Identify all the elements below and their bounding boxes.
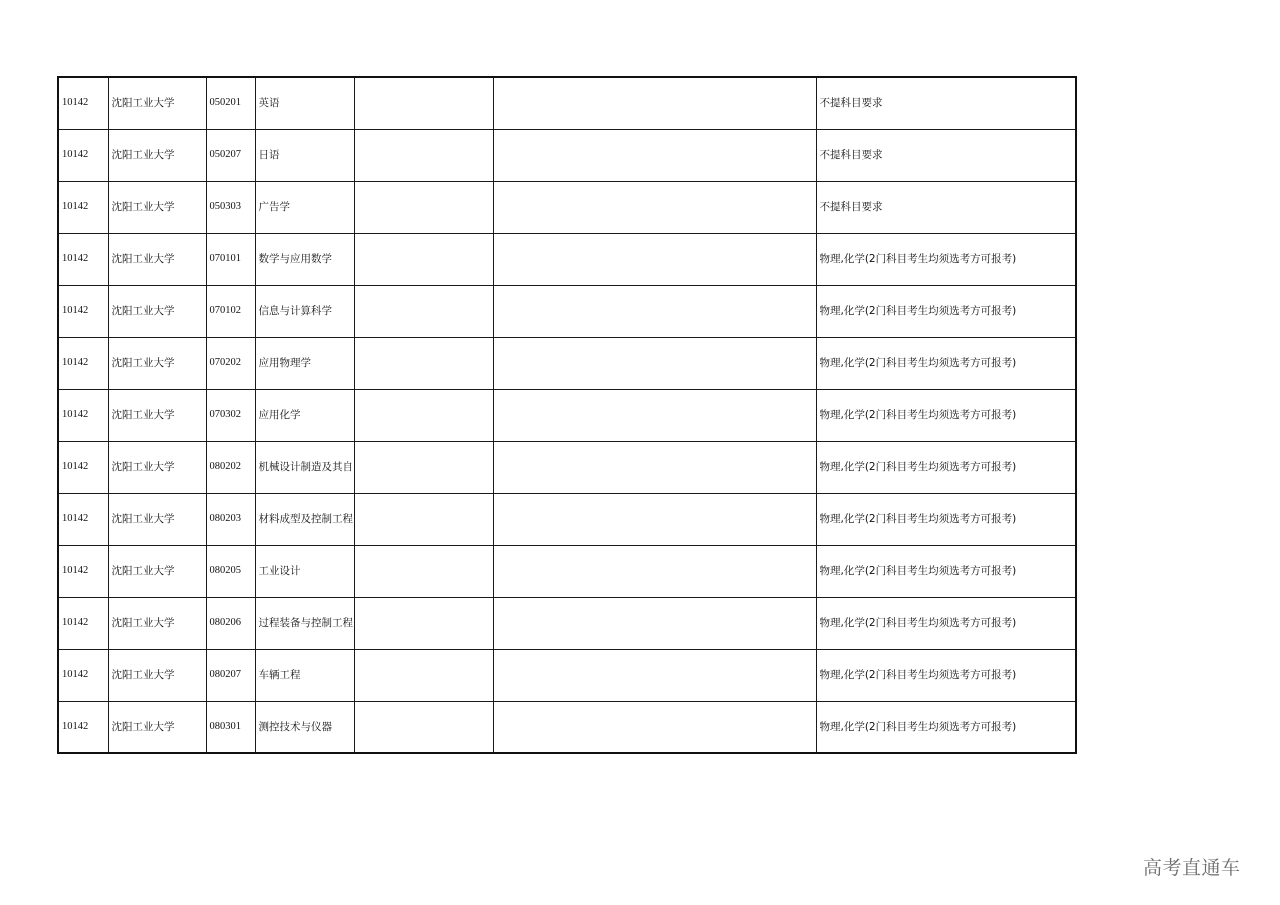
- major-name-cell: 工业设计: [255, 545, 354, 597]
- school-name-cell: 沈阳工业大学: [108, 545, 206, 597]
- major-code-cell: 080202: [206, 441, 255, 493]
- empty-cell: [493, 441, 816, 493]
- table-row: [58, 441, 1076, 493]
- table-row: [58, 181, 1076, 233]
- empty-cell: [354, 597, 493, 649]
- major-name-cell: 应用化学: [255, 389, 354, 441]
- empty-cell: [493, 493, 816, 545]
- school-name-cell: 沈阳工业大学: [108, 285, 206, 337]
- school-name-cell: 沈阳工业大学: [108, 597, 206, 649]
- school-name-cell: 沈阳工业大学: [108, 701, 206, 753]
- empty-cell: [354, 181, 493, 233]
- school-name-cell: 沈阳工业大学: [108, 337, 206, 389]
- major-code-cell: 080301: [206, 701, 255, 753]
- empty-cell: [354, 545, 493, 597]
- subject-requirement-cell: 物理,化学(2门科目考生均须选考方可报考): [816, 701, 1076, 753]
- major-code-cell: 050201: [206, 77, 255, 129]
- table-row: [58, 77, 1076, 129]
- subject-requirement-cell: 物理,化学(2门科目考生均须选考方可报考): [816, 545, 1076, 597]
- major-name-cell: 广告学: [255, 181, 354, 233]
- table-row: [58, 597, 1076, 649]
- school-code-cell: 10142: [58, 701, 108, 753]
- school-code-cell: 10142: [58, 129, 108, 181]
- subject-requirement-cell: 物理,化学(2门科目考生均须选考方可报考): [816, 285, 1076, 337]
- empty-cell: [493, 233, 816, 285]
- subject-requirement-cell: 物理,化学(2门科目考生均须选考方可报考): [816, 649, 1076, 701]
- school-code-cell: 10142: [58, 181, 108, 233]
- major-name-cell: 测控技术与仪器: [255, 701, 354, 753]
- empty-cell: [493, 701, 816, 753]
- empty-cell: [354, 701, 493, 753]
- major-code-cell: 070202: [206, 337, 255, 389]
- empty-cell: [354, 649, 493, 701]
- major-code-cell: 070101: [206, 233, 255, 285]
- table-row: [58, 545, 1076, 597]
- table-row: [58, 285, 1076, 337]
- major-name-cell: 材料成型及控制工程: [255, 493, 354, 545]
- major-name-cell: 车辆工程: [255, 649, 354, 701]
- subject-requirement-cell: 物理,化学(2门科目考生均须选考方可报考): [816, 441, 1076, 493]
- empty-cell: [354, 129, 493, 181]
- school-name-cell: 沈阳工业大学: [108, 649, 206, 701]
- major-name-cell: 数学与应用数学: [255, 233, 354, 285]
- empty-cell: [493, 545, 816, 597]
- major-code-cell: 070102: [206, 285, 255, 337]
- subject-requirement-cell: 物理,化学(2门科目考生均须选考方可报考): [816, 389, 1076, 441]
- major-code-cell: 080203: [206, 493, 255, 545]
- major-code-cell: 070302: [206, 389, 255, 441]
- subject-requirements-sheet: [57, 76, 1077, 754]
- school-code-cell: 10142: [58, 337, 108, 389]
- major-code-cell: 050207: [206, 129, 255, 181]
- table-row: [58, 701, 1076, 753]
- table-row: [58, 493, 1076, 545]
- major-name-cell: 日语: [255, 129, 354, 181]
- table-body: [58, 77, 1076, 753]
- school-code-cell: 10142: [58, 649, 108, 701]
- empty-cell: [493, 649, 816, 701]
- subject-requirement-cell: 不提科目要求: [816, 181, 1076, 233]
- major-code-cell: 080206: [206, 597, 255, 649]
- subject-requirements-table: [57, 76, 1077, 754]
- empty-cell: [493, 389, 816, 441]
- empty-cell: [354, 389, 493, 441]
- subject-requirement-cell: 物理,化学(2门科目考生均须选考方可报考): [816, 597, 1076, 649]
- empty-cell: [354, 77, 493, 129]
- empty-cell: [493, 77, 816, 129]
- school-name-cell: 沈阳工业大学: [108, 77, 206, 129]
- major-code-cell: 080205: [206, 545, 255, 597]
- subject-requirement-cell: 不提科目要求: [816, 129, 1076, 181]
- watermark: 高考直通车: [1143, 857, 1241, 879]
- subject-requirement-cell: 不提科目要求: [816, 77, 1076, 129]
- empty-cell: [493, 285, 816, 337]
- empty-cell: [493, 597, 816, 649]
- empty-cell: [493, 129, 816, 181]
- school-name-cell: 沈阳工业大学: [108, 233, 206, 285]
- major-name-cell: 应用物理学: [255, 337, 354, 389]
- major-name-cell: 信息与计算科学: [255, 285, 354, 337]
- empty-cell: [354, 285, 493, 337]
- school-name-cell: 沈阳工业大学: [108, 441, 206, 493]
- table-row: [58, 337, 1076, 389]
- school-name-cell: 沈阳工业大学: [108, 493, 206, 545]
- major-name-cell: 过程装备与控制工程: [255, 597, 354, 649]
- school-name-cell: 沈阳工业大学: [108, 129, 206, 181]
- major-code-cell: 050303: [206, 181, 255, 233]
- empty-cell: [493, 337, 816, 389]
- school-name-cell: 沈阳工业大学: [108, 389, 206, 441]
- table-row: [58, 649, 1076, 701]
- empty-cell: [354, 493, 493, 545]
- subject-requirement-cell: 物理,化学(2门科目考生均须选考方可报考): [816, 337, 1076, 389]
- school-code-cell: 10142: [58, 285, 108, 337]
- subject-requirement-cell: 物理,化学(2门科目考生均须选考方可报考): [816, 493, 1076, 545]
- school-code-cell: 10142: [58, 389, 108, 441]
- subject-requirement-cell: 物理,化学(2门科目考生均须选考方可报考): [816, 233, 1076, 285]
- school-code-cell: 10142: [58, 441, 108, 493]
- empty-cell: [354, 337, 493, 389]
- table-row: [58, 233, 1076, 285]
- school-code-cell: 10142: [58, 233, 108, 285]
- school-code-cell: 10142: [58, 493, 108, 545]
- major-name-cell: 机械设计制造及其自: [255, 441, 354, 493]
- major-code-cell: 080207: [206, 649, 255, 701]
- major-name-cell: 英语: [255, 77, 354, 129]
- empty-cell: [354, 441, 493, 493]
- school-code-cell: 10142: [58, 77, 108, 129]
- school-code-cell: 10142: [58, 545, 108, 597]
- table-row: [58, 389, 1076, 441]
- empty-cell: [493, 181, 816, 233]
- table-row: [58, 129, 1076, 181]
- school-code-cell: 10142: [58, 597, 108, 649]
- school-name-cell: 沈阳工业大学: [108, 181, 206, 233]
- empty-cell: [354, 233, 493, 285]
